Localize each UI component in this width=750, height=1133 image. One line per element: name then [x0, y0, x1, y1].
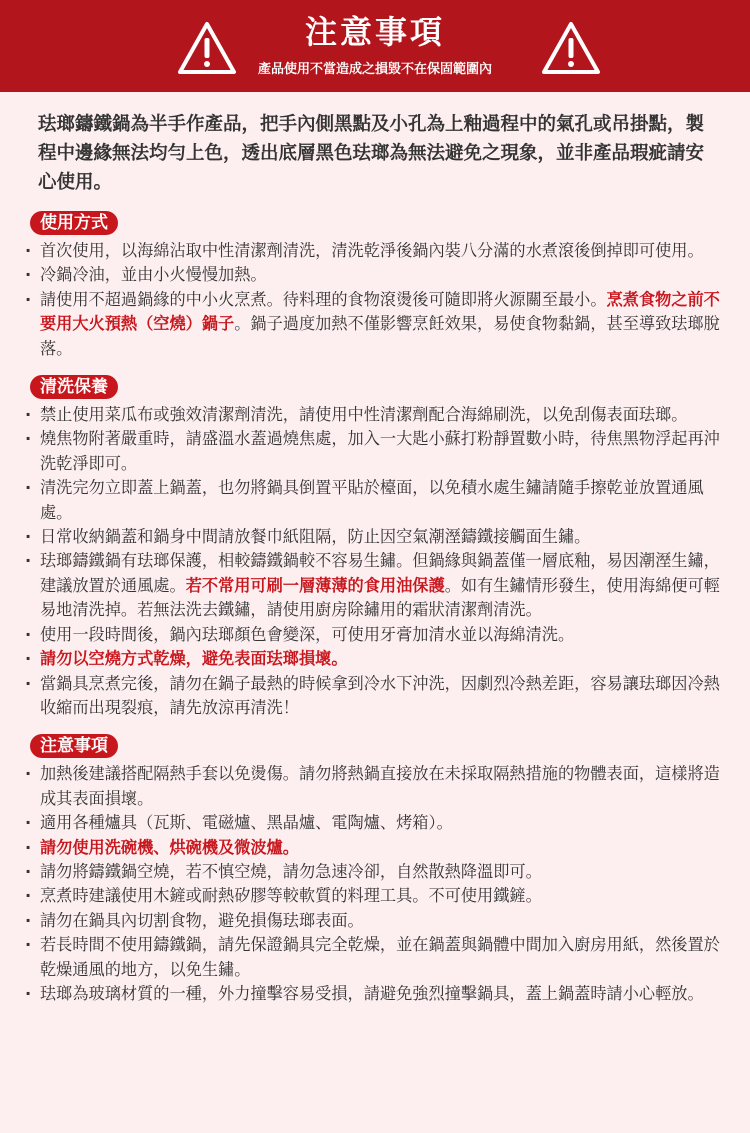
item-text: 。鍋子過度加熱不僅影響烹飪效果，易使食物黏鍋，甚至導致珐瑯脫落。 [40, 314, 720, 358]
section [0, 211, 750, 361]
list-item [0, 476, 722, 525]
item-text: 冷鍋冷油，並由小火慢慢加熱。 [40, 265, 267, 285]
list-item [0, 672, 722, 721]
warning-triangle-icon [540, 20, 602, 76]
list-item [0, 982, 722, 1006]
list-item [0, 647, 722, 671]
list-item [0, 884, 722, 908]
list-item [0, 623, 722, 647]
item-text: 請使用不超過鍋緣的中小火烹煮。待料理的食物滾燙後可隨即將火源關至最小。 [40, 289, 607, 309]
highlight-text: 烹煮食物之前不要用大火預熱（空燒）鍋子 [40, 289, 720, 334]
highlight-text: 若不常用可刷一層薄薄的食用油保護 [185, 575, 445, 595]
item-text: 當鍋具烹煮完後，請勿在鍋子最熱的時候拿到冷水下沖洗，因劇烈冷熱差距，容易讓珐瑯因冷熱收縮而出現裂痕，請先放涼再清洗！ [40, 673, 720, 717]
item-text: 烹煮時建議使用木鏟或耐熱矽膠等較軟質的料理工具。不可使用鐵鏟。 [40, 886, 542, 906]
item-text: 日常收納鍋蓋和鍋身中間請放餐巾紙阻隔，防止因空氣潮溼鑄鐵接觸面生鏽。 [40, 527, 591, 547]
item-text: 珐瑯為玻璃材質的一種，外力撞擊容易受損，請避免強烈撞擊鍋具，蓋上鍋蓋時請小心輕放。 [40, 983, 704, 1003]
list-item [0, 933, 722, 982]
item-text: 。如有生鏽情形發生，使用海綿便可輕易地清洗掉。若無法洗去鐵鏽，請使用廚房除鏽用的霜狀清潔劑清洗。 [40, 575, 720, 620]
item-text: 清洗完勿立即蓋上鍋蓋，也勿將鍋具倒置平貼於檯面，以免積水處生鏽請隨手擦乾並放置通風處。 [40, 478, 704, 522]
list-item [0, 239, 722, 263]
item-text: 加熱後建議搭配隔熱手套以免燙傷。請勿將熱鍋直接放在未採取隔熱措施的物體表面，這樣將造成其表面損壞。 [40, 764, 720, 808]
list-item [0, 762, 722, 811]
list-item [0, 811, 722, 835]
section [0, 375, 750, 720]
item-text: 請勿將鑄鐵鍋空燒，若不慎空燒，請勿急速冷卻，自然散熱降溫即可。 [40, 861, 542, 881]
list-item [0, 427, 722, 476]
highlight-text: 請勿使用洗碗機、烘碗機及微波爐。 [40, 837, 299, 857]
item-text: 使用一段時間後，鍋內珐瑯顏色會變深，可使用牙膏加清水並以海綿清洗。 [40, 624, 575, 644]
section-list [0, 762, 750, 1006]
page-title: 注意事項 [304, 13, 445, 51]
list-item [0, 549, 722, 622]
item-text: 燒焦物附著嚴重時，請盛溫水蓋過燒焦處，加入一大匙小蘇打粉靜置數小時，待焦黑物浮起再沖洗乾淨即可。 [40, 429, 720, 473]
item-text: 適用各種爐具（瓦斯、電磁爐、黑晶爐、電陶爐、烤箱）。 [40, 813, 453, 833]
content [0, 92, 750, 1006]
header-banner [0, 0, 750, 92]
section-label: 使用方式 [30, 211, 118, 235]
list-item [0, 263, 722, 287]
page-subtitle: 產品使用不當造成之損毀不在保固範圍內 [257, 62, 492, 77]
item-text: 請勿在鍋具內切割食物，避免損傷珐瑯表面。 [40, 910, 364, 930]
item-text: 若長時間不使用鑄鐵鍋，請先保證鍋具完全乾燥，並在鍋蓋與鍋體中間加入廚房用紙，然後置於乾燥通風的地方，以免生鏽。 [40, 935, 720, 979]
list-item [0, 288, 722, 361]
item-text: 珐瑯鑄鐵鍋有珐瑯保護，相較鑄鐵鍋較不容易生鏽。但鍋緣與鍋蓋僅一層底釉，易因潮溼生鏽，建議放置於通風處。 [40, 551, 720, 595]
list-item [0, 836, 722, 860]
section-label: 注意事項 [30, 734, 118, 758]
list-item [0, 909, 722, 933]
section-label: 清洗保養 [30, 375, 118, 399]
section-list [0, 403, 750, 720]
highlight-text: 請勿以空燒方式乾燥，避免表面珐瑯損壞。 [40, 649, 348, 669]
sections-container [0, 211, 750, 1006]
list-item [0, 860, 722, 884]
list-item [0, 403, 722, 427]
section-list [0, 239, 750, 361]
intro-paragraph: 珐瑯鑄鐵鍋為半手作產品，把手內側黑點及小孔為上釉過程中的氣孔或吊掛點，製程中邊緣無法均勻上色，透出底層黑色珐瑯為無法避免之現象，並非產品瑕疵請安心使用。 [38, 114, 705, 193]
section [0, 734, 750, 1006]
item-text: 禁止使用菜瓜布或強效清潔劑清洗，請使用中性清潔劑配合海綿刷洗，以免刮傷表面珐瑯。 [40, 405, 688, 425]
item-text: 首次使用，以海綿沾取中性清潔劑清洗，清洗乾淨後鍋內裝八分滿的水煮滾後倒掉即可使用。 [40, 241, 704, 260]
list-item [0, 525, 722, 549]
